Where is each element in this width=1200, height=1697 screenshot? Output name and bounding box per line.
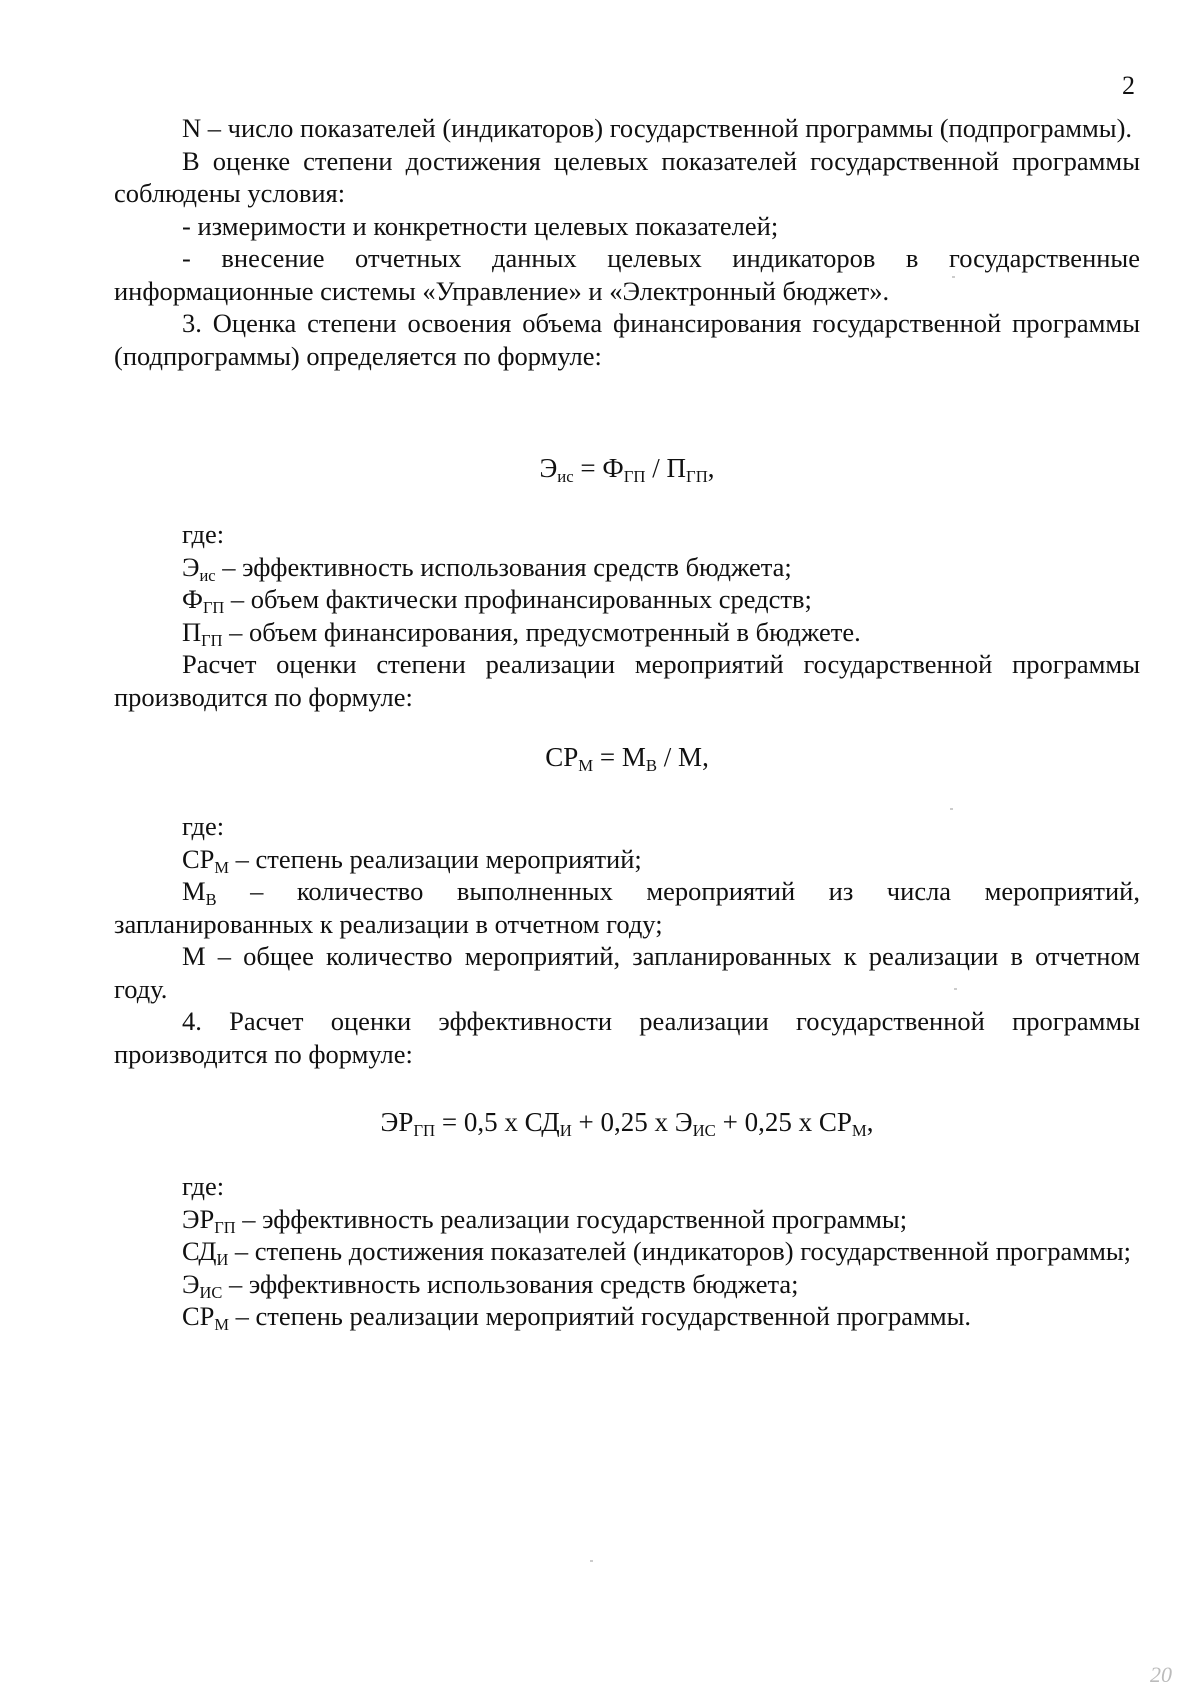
formula-term: + 0,25 х Э — [571, 1107, 693, 1137]
page-number: 2 — [1122, 71, 1135, 100]
formula-subscript: ГП — [686, 467, 708, 486]
formula-lhs: ЭР — [380, 1107, 414, 1137]
formula-operator: = — [435, 1107, 464, 1137]
section-3-paragraph: 3. Оценка степени освоения объема финансирования государственной программы (подпрограммы) определяется по формуле: — [114, 308, 1140, 371]
formula-operator: = — [593, 742, 622, 772]
definition-symbol: СД — [182, 1236, 217, 1266]
where-label: где: — [182, 811, 225, 841]
text-block-intro — [114, 112, 1140, 372]
formula-subscript: ГП — [413, 1121, 436, 1140]
scan-speck — [952, 276, 955, 278]
definition-subscript: М — [214, 1315, 230, 1334]
formula-subscript: М — [578, 756, 594, 775]
definition-subscript: ГП — [201, 630, 223, 650]
definition-text: – количество выполненных мероприятий из числа мероприятий, запланированных к реализации в отчетном году; — [114, 876, 1140, 939]
definition-line — [114, 551, 1140, 584]
definition-subscript: ГП — [202, 598, 225, 617]
definition-symbol: М — [182, 876, 206, 906]
definition-text: – степень достижения показателей (индикаторов) государственной программы; — [228, 1236, 1132, 1266]
definition-line — [114, 1235, 1140, 1268]
formula-subscript: ИС — [692, 1121, 716, 1140]
definition-subscript: М — [214, 857, 230, 877]
formula-term: 0,5 х СД — [463, 1107, 560, 1137]
definition-symbol: Э — [182, 551, 200, 582]
condition-item: - измеримости и конкретности целевых показателей; — [182, 210, 779, 241]
formula-lhs: Э — [539, 453, 558, 483]
scan-speck — [950, 808, 953, 810]
formula-term: П — [666, 453, 687, 483]
formula-operator: / — [645, 453, 667, 483]
formula-term: + 0,25 х СР — [715, 1107, 852, 1137]
handwritten-page-mark: 20 — [1150, 1662, 1172, 1687]
formula-measures-degree — [114, 740, 1140, 774]
definition-subscript: И — [216, 1250, 229, 1269]
definition-symbol: СР — [182, 1301, 215, 1331]
definition-subscript: ис — [199, 565, 216, 585]
formula-lhs: СР — [545, 742, 579, 772]
definition-line — [114, 1300, 1140, 1333]
text-block-defs-2 — [114, 810, 1140, 1070]
definition-text: – эффективность использования средств бюджета; — [222, 1268, 799, 1299]
formula-subscript: М — [851, 1121, 867, 1140]
definition-line — [114, 616, 1140, 649]
definition-line — [114, 1203, 1140, 1236]
definition-line — [114, 583, 1140, 616]
definition-line — [114, 1268, 1140, 1301]
text-block-defs-3 — [114, 1170, 1140, 1333]
formula-term: М — [621, 742, 646, 772]
definition-text: – объем фактически профинансированных средств; — [224, 584, 812, 614]
formula-end: , — [702, 742, 709, 772]
formula-budget-efficiency — [114, 451, 1140, 485]
definition-symbol: ЭР — [182, 1203, 215, 1234]
definition-text: – степень реализации мероприятий; — [229, 843, 642, 874]
definition-symbol: Э — [182, 1268, 200, 1299]
definition-subscript: В — [205, 890, 217, 909]
formula-term: Ф — [602, 453, 624, 483]
formula-subscript: ис — [557, 467, 574, 486]
definition-text: – эффективность использования средств бюджета; — [215, 551, 792, 582]
scan-speck — [590, 1560, 593, 1562]
definition-symbol: Ф — [182, 584, 203, 614]
definition-subscript: ИС — [199, 1282, 223, 1302]
definition-line: М – общее количество мероприятий, запланированных к реализации в отчетном году. — [114, 941, 1140, 1004]
definition-symbol: СР — [182, 843, 215, 874]
formula-subscript: В — [645, 756, 658, 775]
formula-subscript: И — [559, 1121, 572, 1140]
formula-program-efficiency — [114, 1105, 1140, 1139]
definition-text: – эффективность реализации государственной программы; — [235, 1203, 908, 1234]
definition-text: – объем финансирования, предусмотренный в бюджете. — [222, 616, 861, 647]
condition-item: - внесение отчетных данных целевых индикаторов в государственные информационные системы «Управление» и «Электронный бюджет». — [114, 243, 1140, 306]
definition-symbol: П — [182, 616, 202, 647]
conditions-intro-paragraph: В оценке степени достижения целевых показателей государственной программы соблюдены условия: — [114, 145, 1140, 208]
formula-end: , — [707, 453, 715, 483]
definition-subscript: ГП — [214, 1217, 236, 1237]
formula-operator: / — [657, 742, 679, 772]
measures-intro-paragraph: Расчет оценки степени реализации мероприятий государственной программы производится по формуле: — [114, 649, 1140, 712]
formula-operator: = — [573, 453, 603, 483]
where-label: где: — [182, 519, 225, 549]
definition-text: – степень реализации мероприятий государственной программы. — [229, 1301, 972, 1331]
n-definition-paragraph: N – число показателей (индикаторов) государственной программы (подпрограммы). — [182, 113, 1133, 143]
formula-term: М — [678, 742, 703, 772]
definition-line — [114, 875, 1140, 940]
where-label: где: — [182, 1171, 225, 1201]
definition-line — [114, 843, 1140, 876]
section-4-paragraph: 4. Расчет оценки эффективности реализации государственной программы производится по формуле: — [114, 1006, 1140, 1069]
text-block-defs-1 — [114, 518, 1140, 713]
formula-subscript: ГП — [623, 467, 646, 486]
formula-end: , — [866, 1107, 874, 1137]
scan-speck — [954, 988, 957, 990]
